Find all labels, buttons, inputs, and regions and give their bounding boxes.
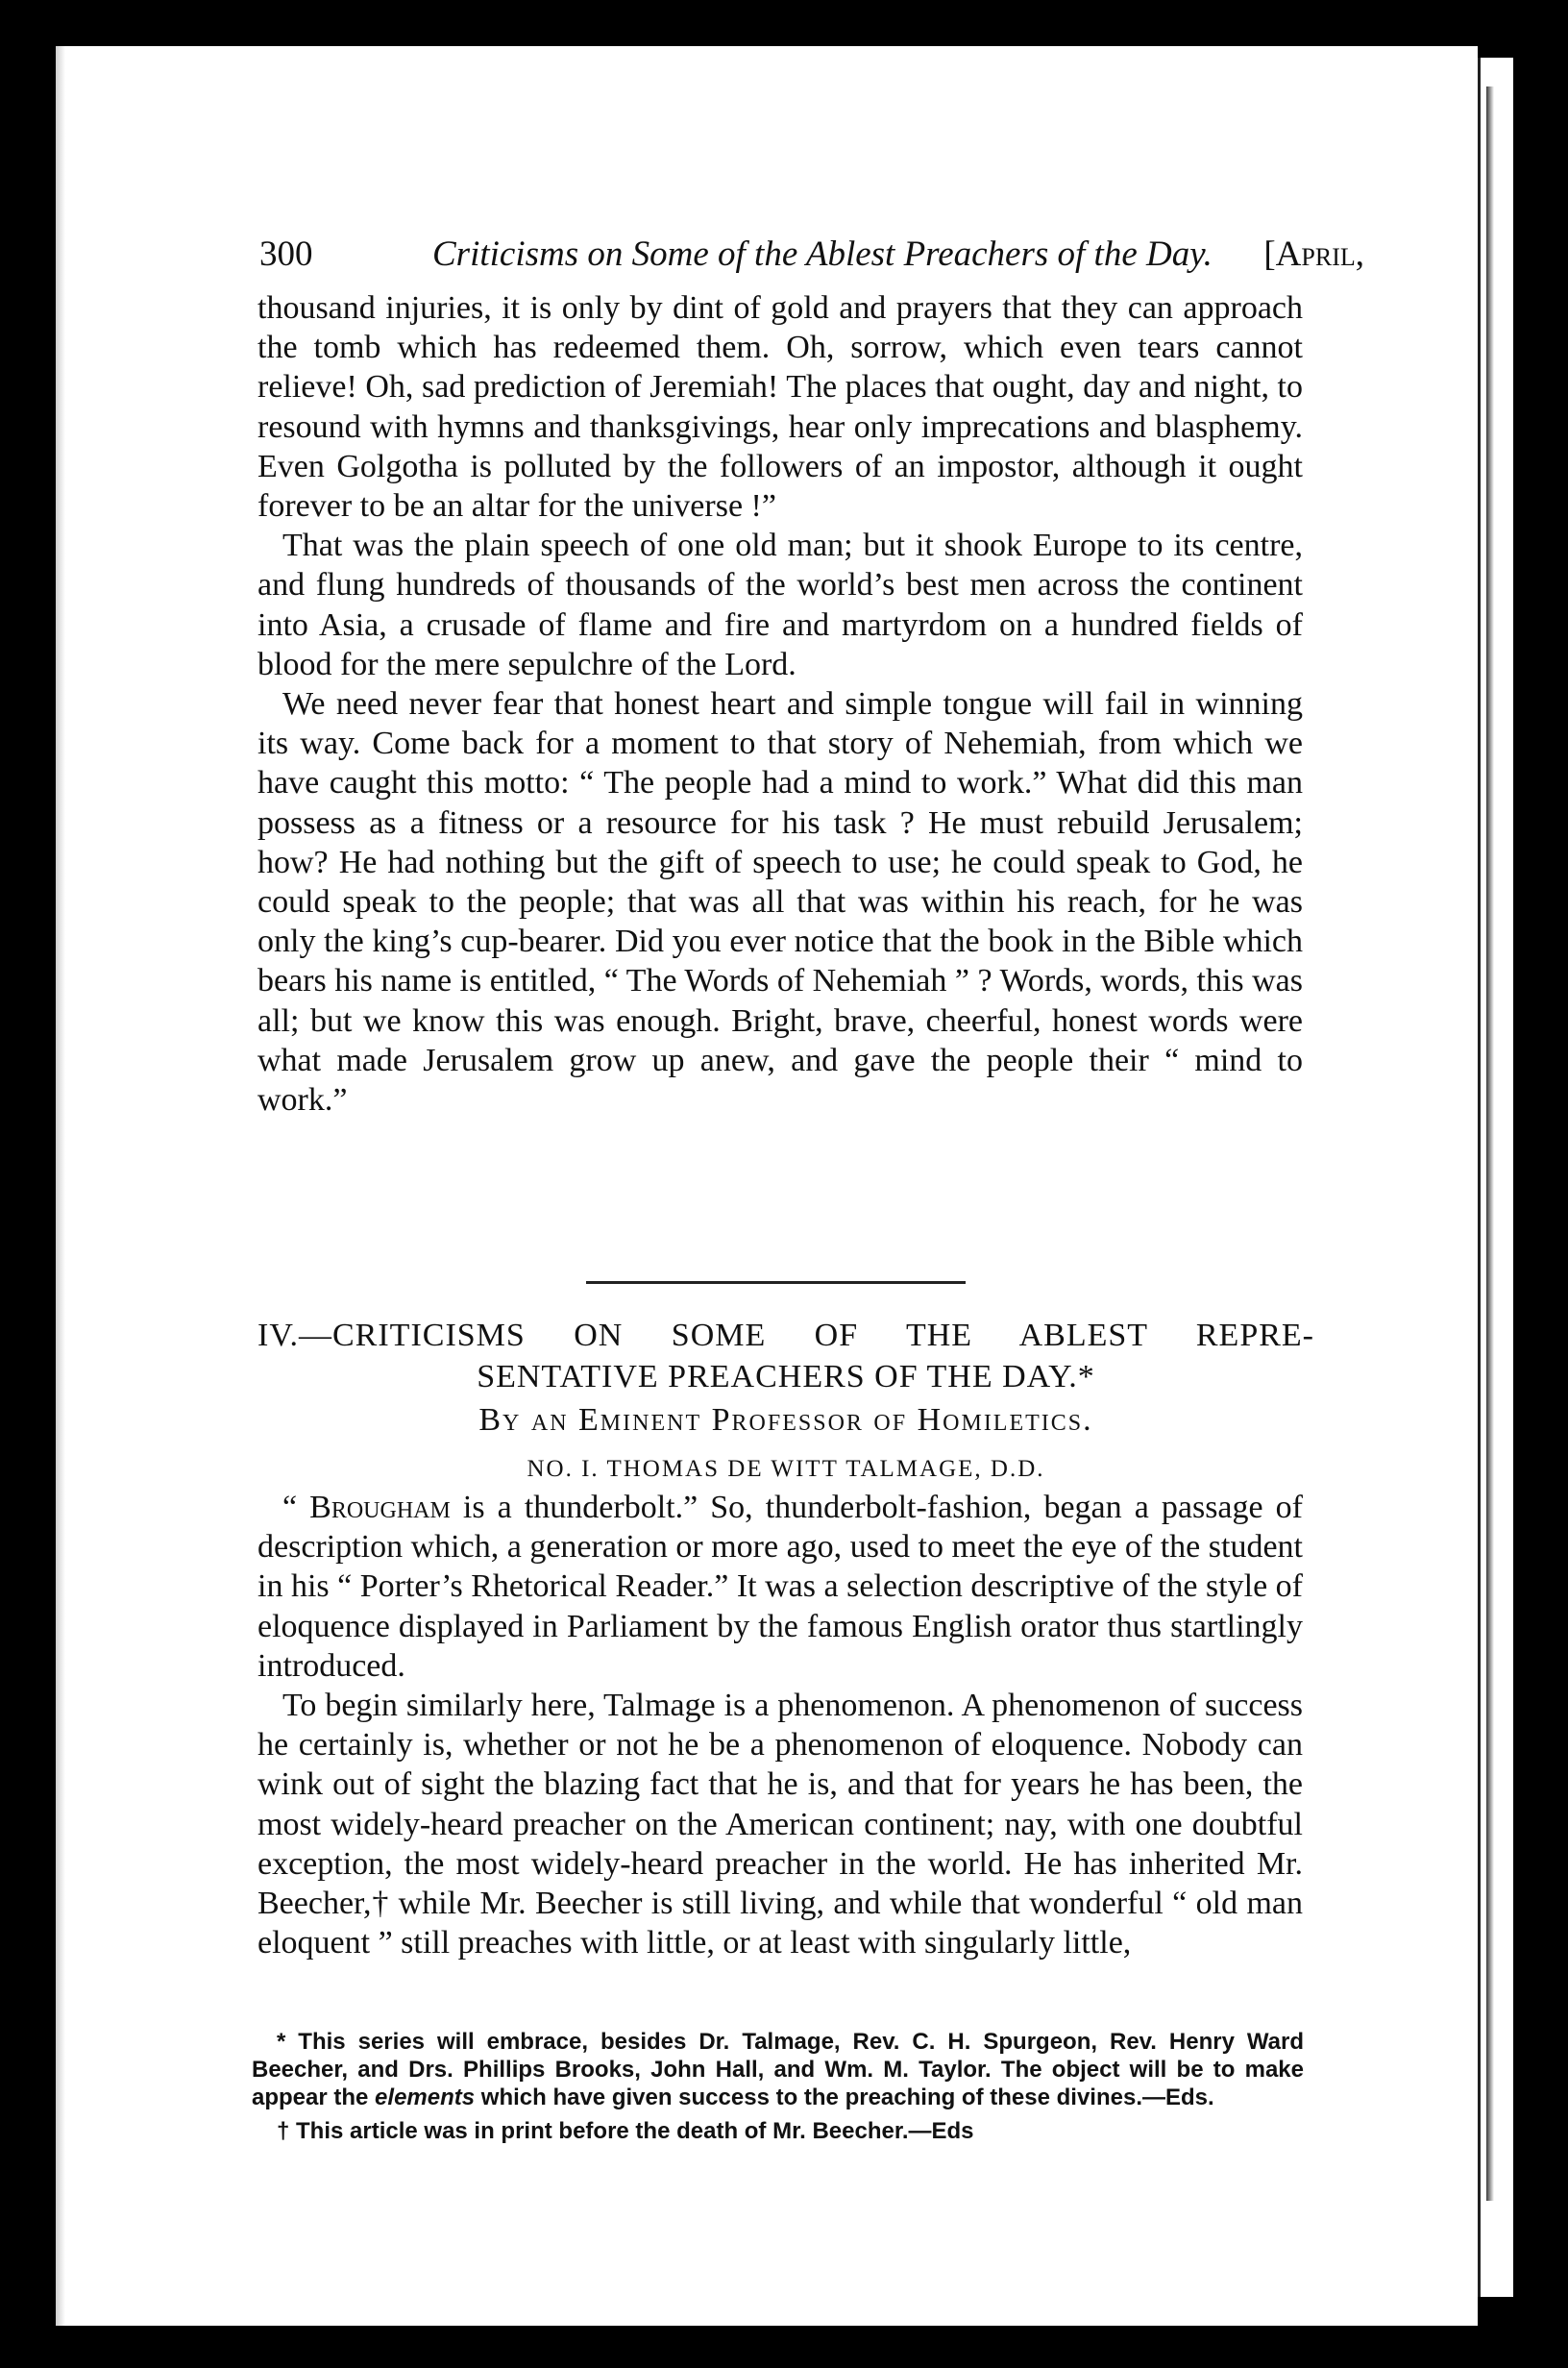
article-title-line-1: IV.—CRITICISMS ON SOME OF THE ABLEST REPRE- — [257, 1318, 1314, 1353]
article-title-line-2: SENTATIVE PREACHERS OF THE DAY.* — [477, 1359, 1095, 1394]
page-gutter-shadow — [56, 46, 65, 2326]
footnote-series-b: which have given success to the preaching of these divines.—Eds. — [475, 2084, 1214, 2110]
article-byline: By an Eminent Professor of Homiletics. — [478, 1402, 1093, 1438]
paragraph-brougham-rest: is a thunderbolt.” So, thunderbolt-fashion, began a passage of description which, a generation or more ago, used to meet the eye of the student in his “ Porter’s Rhetorical Reader.” It was a selection descriptive of the style of eloquence displayed in Parliament by the famous English orator thus startlingly introduced. — [257, 1490, 1304, 1684]
next-page-edge — [1478, 58, 1513, 2297]
footnote-series-em: elements — [375, 2084, 476, 2110]
paragraph-plain-speech: That was the plain speech of one old man; but it shook Europe to its centre, and flung hundreds of thousands of the world’s best men across the continent into Asia, a crusade of flame and fire and martyrdom on a hundred fields of blood for the mere sepulchre of the Lord. — [257, 528, 1303, 682]
paragraph-quote-continuation: thousand injuries, it is only by dint of gold and prayers that they can approach the tomb which has redeemed them. Oh, sorrow, which even tears cannot relieve! Oh, sad prediction of Jeremiah! The places that ought, day and night, to resound with hymns and thanksgivings, hear only imprecations and blasphemy. Even Golgotha is polluted by the followers of an impostor, although it ought forever to be an altar for the universe !” — [257, 290, 1303, 525]
running-title: Criticisms on Some of the Ablest Preachers of the Day. — [432, 234, 1213, 274]
running-month: [April, — [1263, 234, 1364, 274]
paragraph-nehemiah: We need never fear that honest heart and simple tongue will fail in winning its way. Come back for a moment to that story of Nehemiah, from which we have caught this motto: “ The people had a mind to work.” What did this man possess as a fitness or a resource for his task ? He must rebuild Jerusalem; how? He had nothing but the gift of speech to use; he could speak to God, he could speak to the people; that was all that was within his reach, for he was only the king’s cup-bearer. Did you ever notice that the book in the Bible which bears his name is entitled, “ The Words of Nehemiah ” ? Words, words, this was all; but we know this was enough. Bright, brave, cheerful, honest words were what made Jerusalem grow up anew, and gave the people their “ mind to work.” — [257, 686, 1303, 1119]
footnotes — [252, 2028, 1304, 2145]
body-text-article — [257, 1488, 1303, 1962]
running-header — [259, 231, 1364, 279]
paragraph-brougham — [257, 1488, 1303, 1686]
article-subtitle: NO. I. THOMAS DE WITT TALMAGE, D.D. — [527, 1456, 1045, 1482]
footnote-beecher: † This article was in print before the death of Mr. Beecher.—Eds — [277, 2118, 974, 2144]
page-number: 300 — [259, 234, 313, 274]
lead-word: “ Brougham — [282, 1490, 451, 1525]
body-text-top — [257, 288, 1303, 1120]
paragraph-talmage: To begin similarly here, Talmage is a phenomenon. A phenomenon of success he certainly is, whether or not he be a phenomenon of eloquence. Nobody can wink out of sight the blazing fact that he is, and that for years he has been, the most widely-heard preacher on the American continent; nay, with one doubtful exception, the most widely-heard preacher in the world. He has inherited Mr. Beecher,† while Mr. Beecher is still living, and while that wonderful “ old man eloquent ” still preaches with little, or at least with singularly little, — [257, 1688, 1303, 1961]
section-divider — [586, 1281, 966, 1284]
footnote-series — [252, 2028, 1304, 2111]
article-heading — [257, 1315, 1314, 1490]
footnote-series-a: * This series will embrace, besides Dr. Talmage, Rev. C. H. Spurgeon, Rev. Henry Ward Beecher, and Drs. Phillips Brooks, John Hall, and Wm. M. Taylor. The object will be to make appear the — [252, 2029, 1304, 2110]
